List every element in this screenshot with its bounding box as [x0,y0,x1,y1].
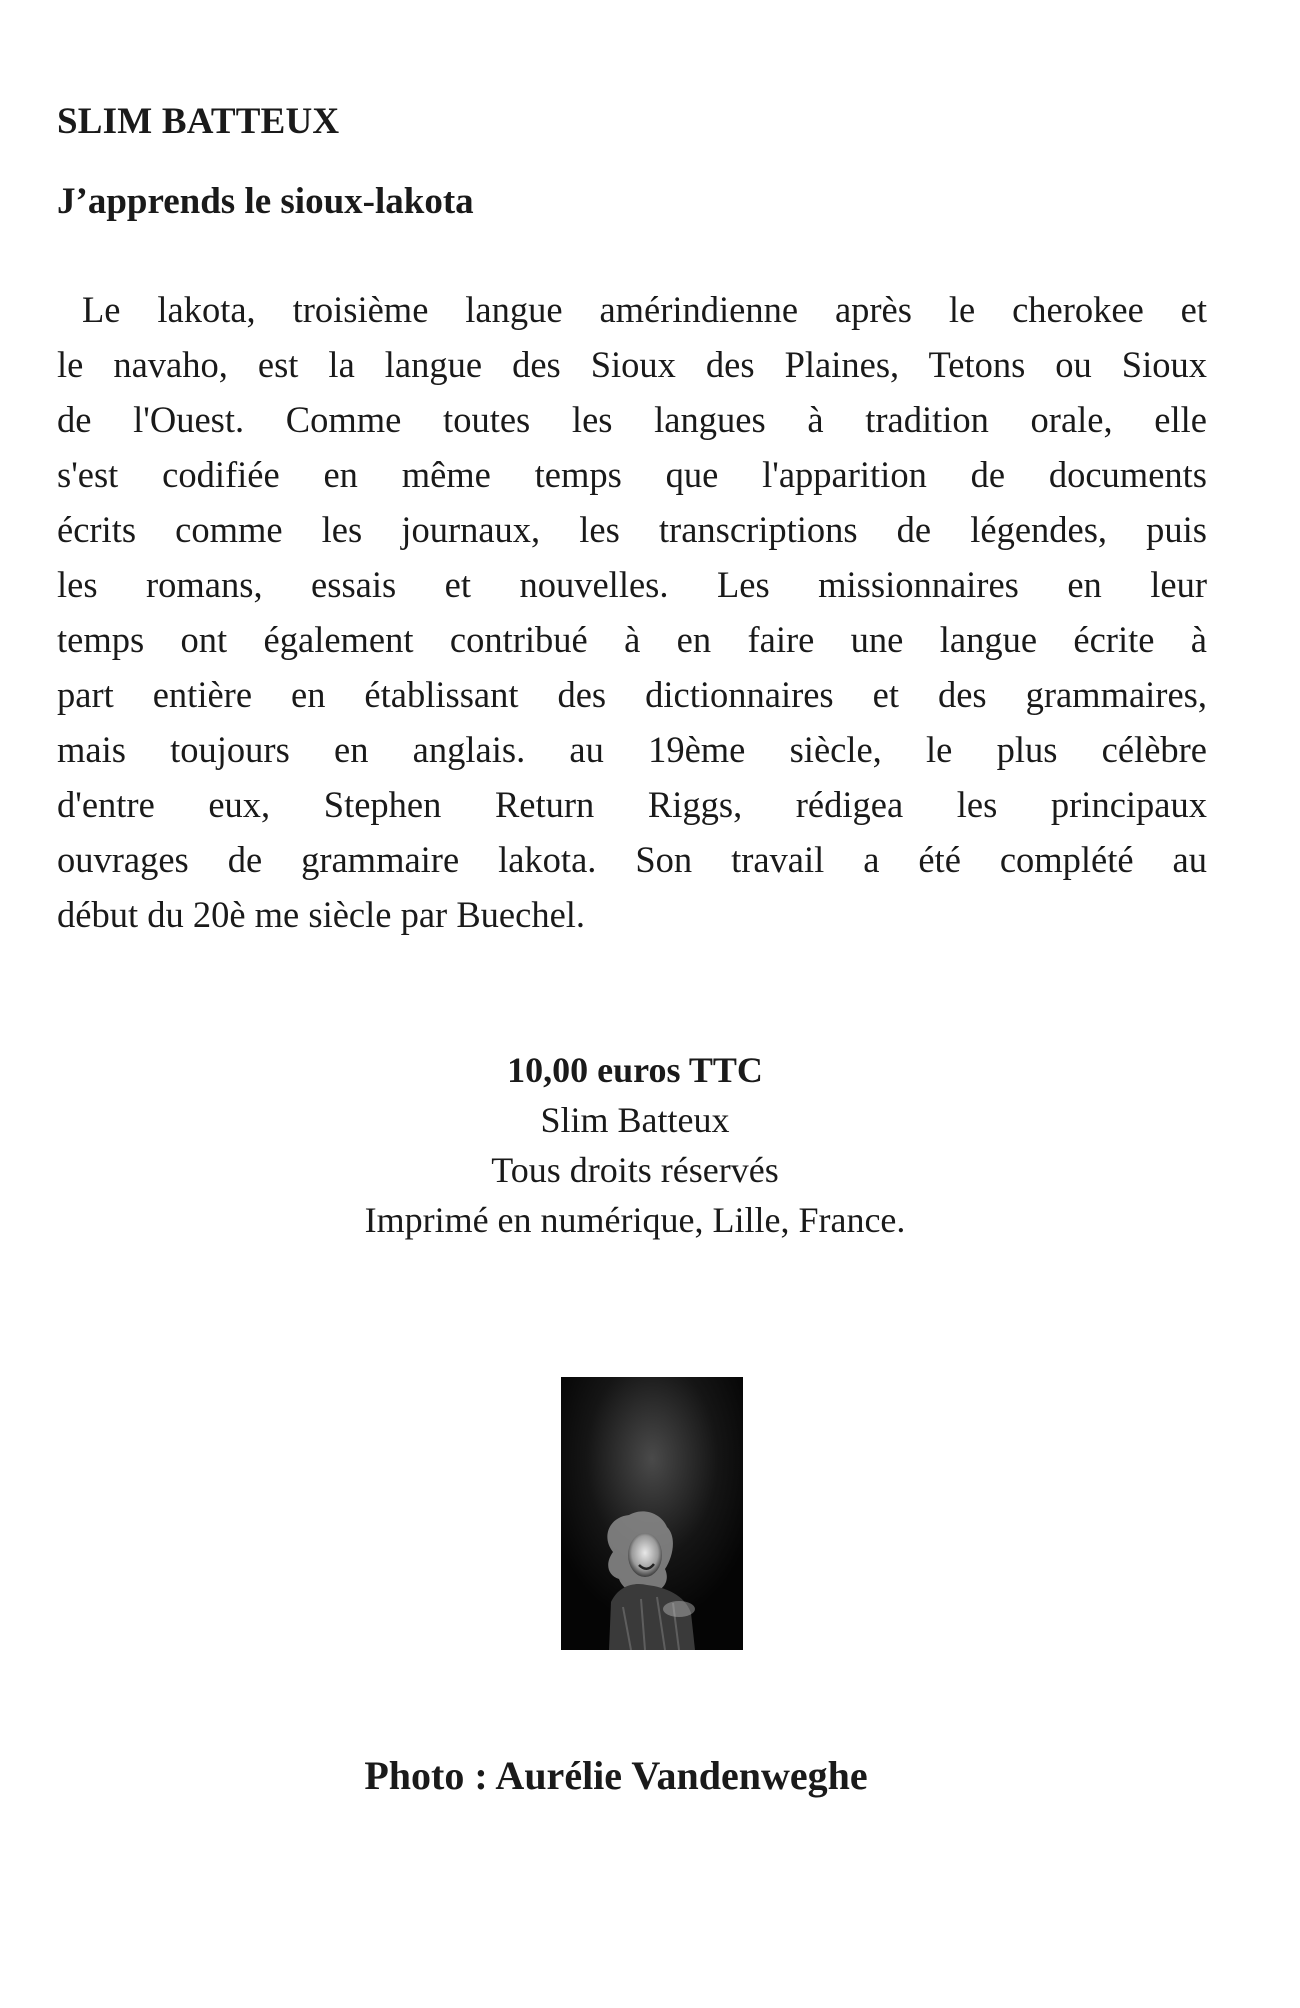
publisher-name: Slim Batteux [540,1100,730,1140]
price: 10,00 euros TTC [507,1050,763,1090]
book-description [57,282,1207,942]
author-portrait-photo [561,1377,743,1650]
author-name: SLIM BATTEUX [57,101,340,142]
description-line: le navaho, est la langue des Sioux des Plaines, Tetons ou Sioux [57,344,1207,385]
description-line: écrits comme les journaux, les transcriptions de légendes, puis [57,509,1207,550]
printing-info: Imprimé en numérique, Lille, France. [364,1200,906,1240]
photo-credit: Photo : Aurélie Vandenweghe [364,1753,868,1798]
description-line: d'entre eux, Stephen Return Riggs, rédigea les principaux [57,784,1207,825]
book-title: J’apprends le sioux-lakota [57,181,474,222]
description-line: part entière en établissant des dictionnaires et des grammaires, [57,674,1207,715]
description-line: début du 20è me siècle par Buechel. [57,894,586,935]
description-line: s'est codifiée en même temps que l'apparition de documents [57,454,1207,495]
description-line: ouvrages de grammaire lakota. Son travail a été complété au [57,839,1207,880]
description-line: mais toujours en anglais. au 19ème siècle, le plus célèbre [57,729,1207,770]
description-line: temps ont également contribué à en faire une langue écrite à [57,619,1207,660]
colophon [0,1045,1270,1245]
description-line: les romans, essais et nouvelles. Les missionnaires en leur [57,564,1207,605]
description-line: Le lakota, troisième langue amérindienne après le cherokee et [82,289,1207,330]
rights-notice: Tous droits réservés [491,1150,779,1190]
description-line: de l'Ouest. Comme toutes les langues à tradition orale, elle [57,399,1207,440]
